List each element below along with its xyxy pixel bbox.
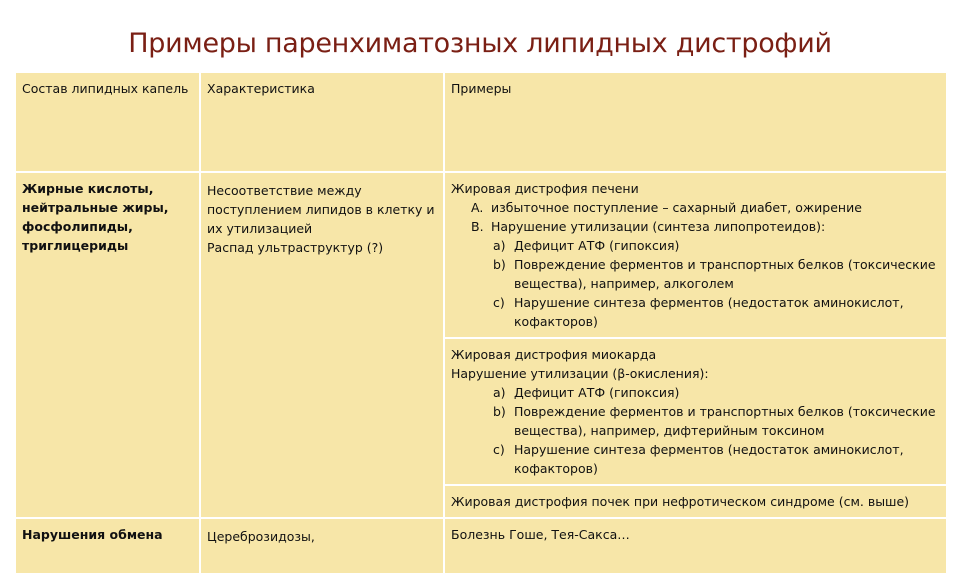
list-item	[451, 293, 940, 331]
dystrophy-table	[14, 71, 948, 575]
characteristic-line: Распад ультраструктур (?)	[207, 240, 384, 255]
list-marker: c)	[493, 295, 505, 310]
list-marker: b)	[493, 404, 506, 419]
list-item	[451, 255, 940, 293]
page-title: Примеры паренхиматозных липидных дистрофий	[128, 28, 832, 59]
header-examples: Примеры	[444, 72, 947, 172]
list-text: Нарушение синтеза ферментов (недостаток аминокислот, кофакторов)	[514, 295, 904, 329]
list-marker: a)	[493, 385, 506, 400]
list-text: Повреждение ферментов и транспортных белков (токсические вещества), например, дифтерийным токсином	[514, 404, 936, 438]
list-marker: a)	[493, 238, 506, 253]
cell-kidney-example: Жировая дистрофия почек при нефротическом синдроме (см. выше)	[444, 485, 947, 518]
header-characteristic: Характеристика	[200, 72, 444, 172]
list-marker: b)	[493, 257, 506, 272]
list-text: Повреждение ферментов и транспортных белков (токсические вещества), например, алкоголем	[514, 257, 936, 291]
list-text: Нарушение утилизации (синтеза липопротеидов):	[490, 219, 826, 234]
liver-title: Жировая дистрофия печени	[451, 181, 639, 196]
cell-composition: Жирные кислоты, нейтральные жиры, фосфолипиды, триглицериды	[15, 172, 200, 518]
list-text: Дефицит АТФ (гипоксия)	[514, 238, 680, 253]
list-text: Нарушение синтеза ферментов (недостаток аминокислот, кофакторов)	[514, 442, 904, 476]
cell-characteristic: Цереброзидозы,	[200, 518, 444, 574]
cell-examples: Болезнь Гоше, Тея-Сакса…	[444, 518, 947, 574]
characteristic-line: Несоответствие между поступлением липидов в клетку и их утилизацией	[207, 183, 435, 236]
table-header-row	[15, 72, 947, 172]
cell-myocardium-example	[444, 338, 947, 485]
list-item	[451, 383, 940, 402]
cell-characteristic	[200, 172, 444, 518]
myocardium-title: Жировая дистрофия миокарда	[451, 347, 657, 362]
list-item	[451, 402, 940, 440]
list-item	[451, 440, 940, 478]
cell-liver-example	[444, 172, 947, 338]
liver-point-a	[451, 198, 940, 217]
list-marker: A.	[471, 200, 484, 215]
list-marker: B.	[471, 219, 484, 234]
myocardium-subtitle: Нарушение утилизации (β-окисления):	[451, 366, 709, 381]
list-text: Дефицит АТФ (гипоксия)	[514, 385, 680, 400]
list-text: избыточное поступление – сахарный диабет, ожирение	[490, 200, 862, 215]
list-marker: c)	[493, 442, 505, 457]
header-composition: Состав липидных капель	[15, 72, 200, 172]
table-row	[15, 518, 947, 574]
cell-composition: Нарушения обмена	[15, 518, 200, 574]
liver-point-b	[451, 217, 940, 236]
list-item	[451, 236, 940, 255]
table-row	[15, 172, 947, 338]
